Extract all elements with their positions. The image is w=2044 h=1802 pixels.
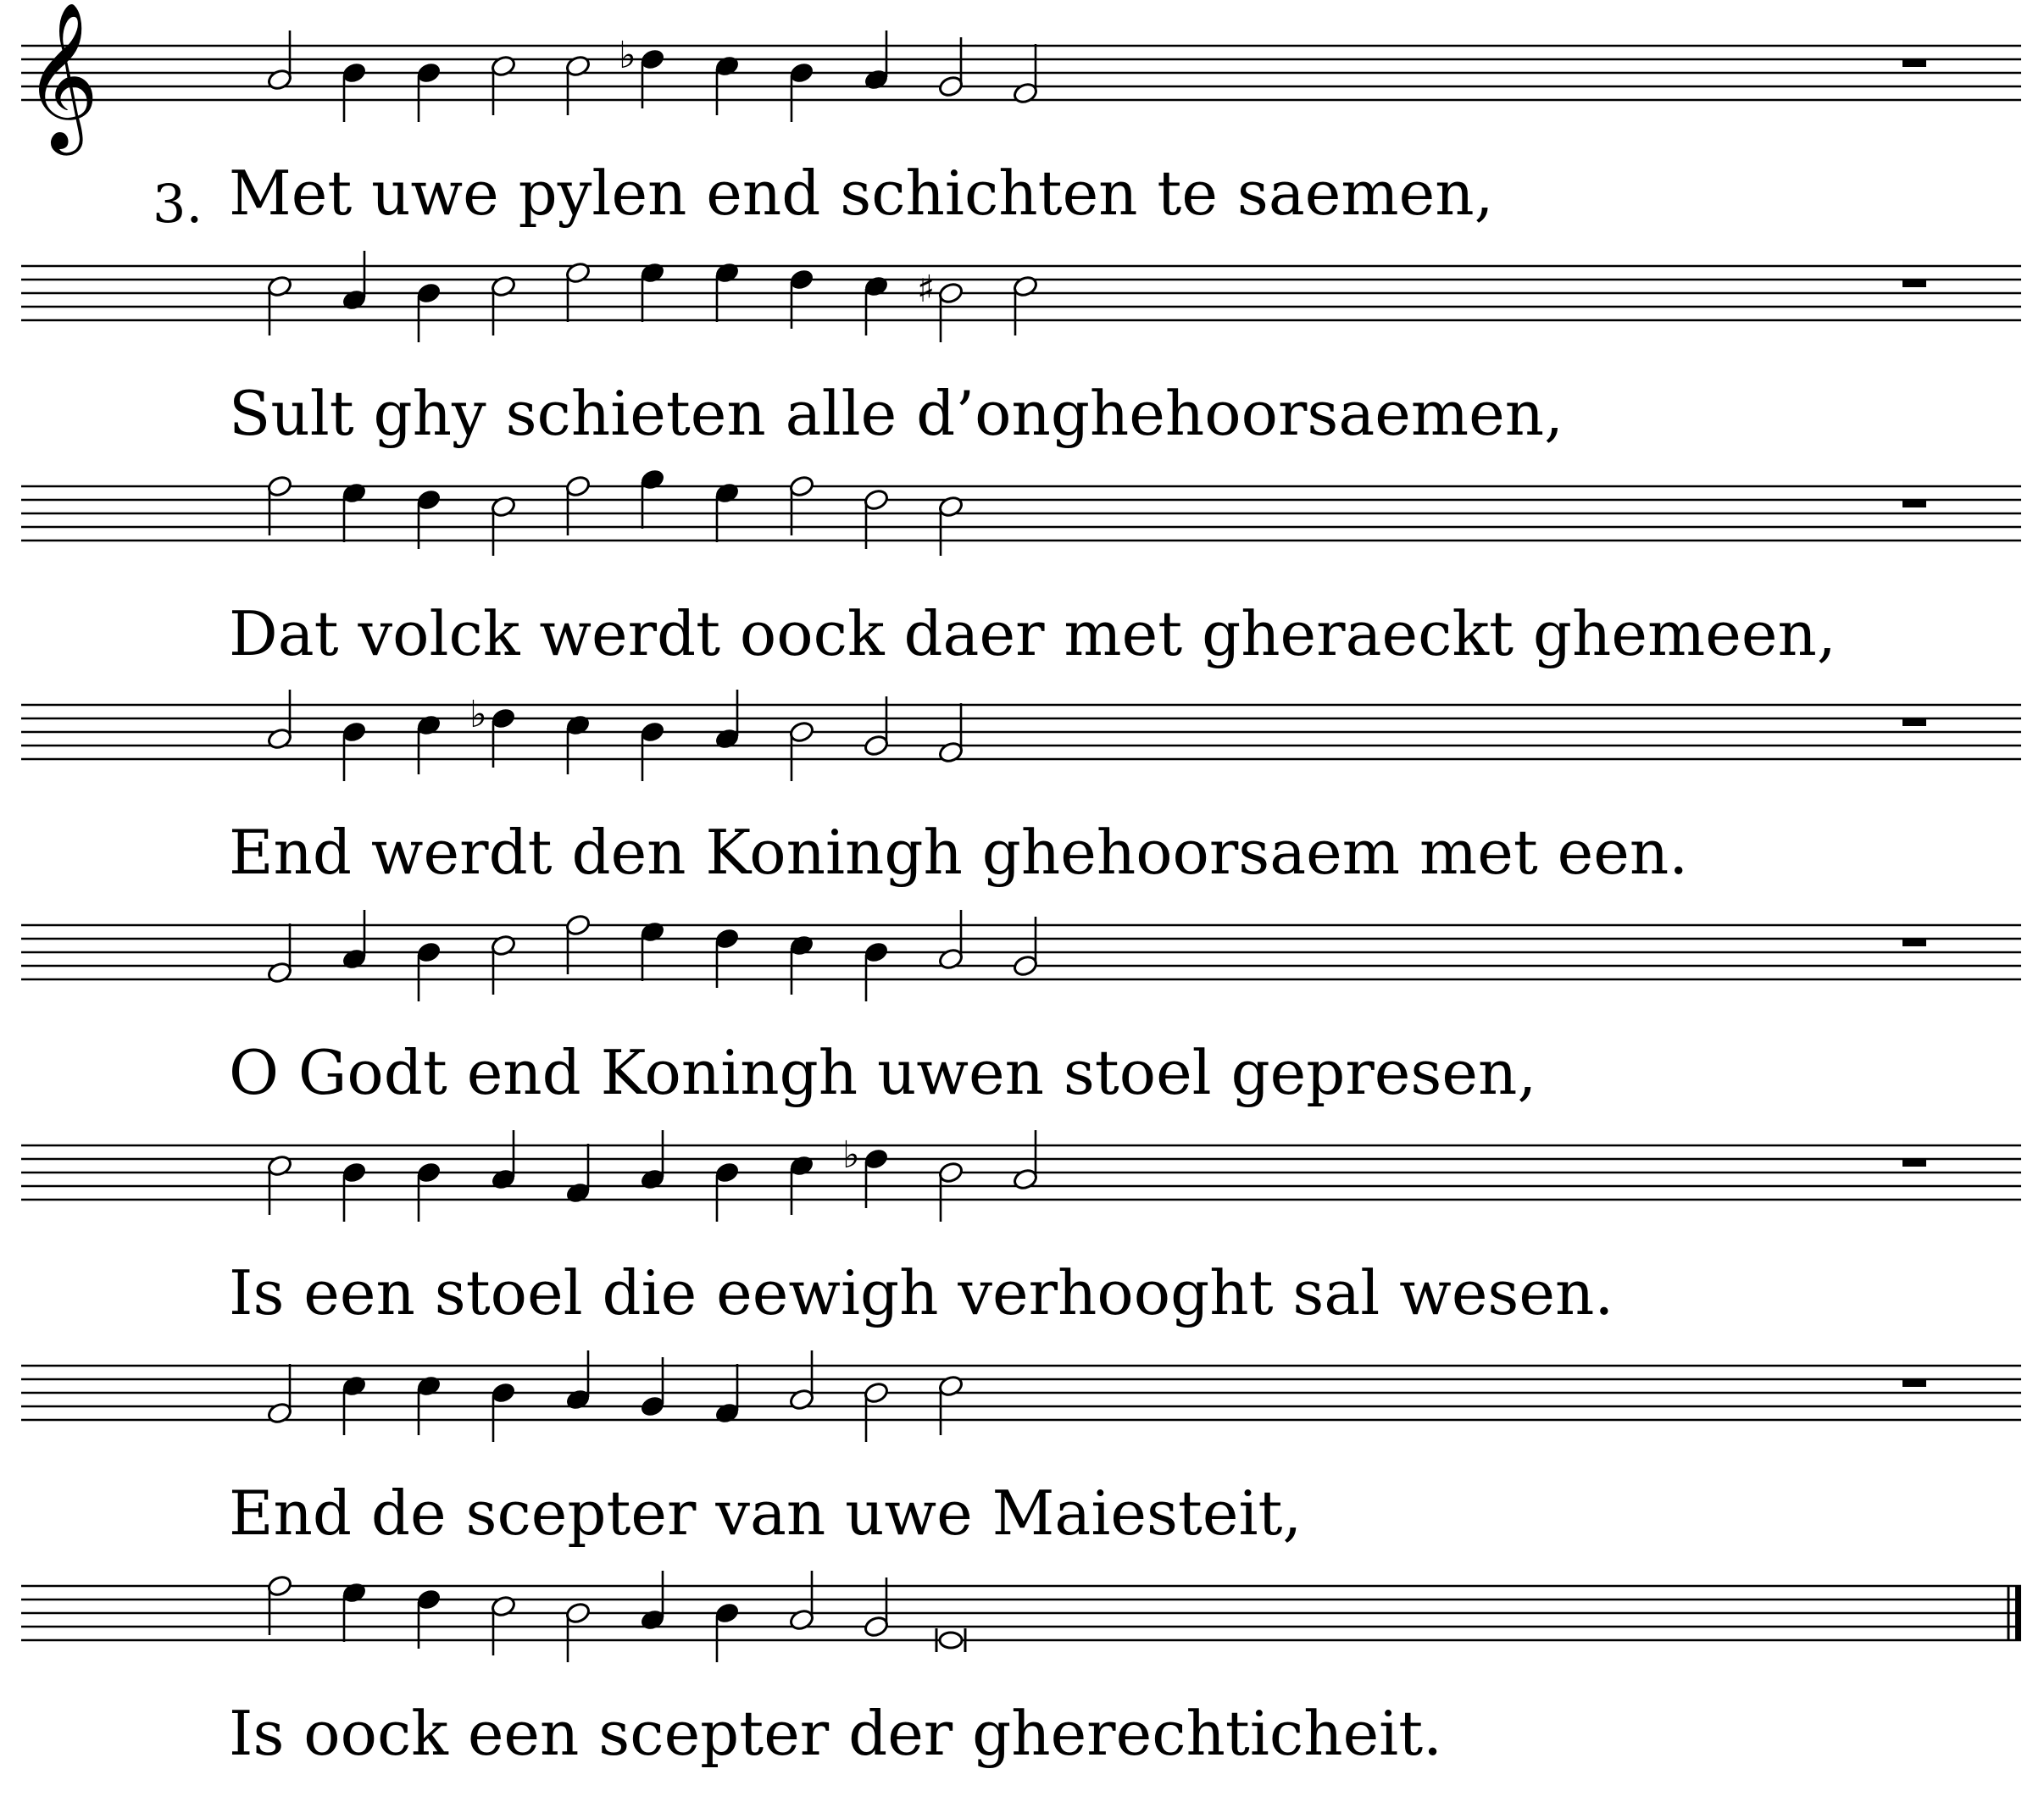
breve-note [940,1633,962,1648]
lyric-line-5: O Godt end Koningh uwen stoel gepresen, [229,1037,1537,1108]
lyric-line-7: End de scepter van uwe Maiesteit, [229,1478,1302,1549]
treble-clef-icon: 𝄞 [24,2,99,149]
verse-number: 3. [153,173,203,235]
final-barline-thick [2015,1586,2021,1640]
sharp-icon: ♯ [917,268,936,311]
whole-rest-icon [1902,280,1926,287]
flat-icon: ♭ [842,1134,860,1177]
flat-icon: ♭ [469,693,487,736]
whole-rest-icon [1902,1159,1926,1167]
whole-rest-icon [1902,59,1926,67]
flat-icon: ♭ [619,34,636,77]
whole-rest-icon [1902,500,1926,507]
whole-rest-icon [1902,1379,1926,1387]
lyric-line-1: Met uwe pylen end schichten te saemen, [229,158,1494,229]
lyric-line-8: Is oock een scepter der gherechticheit. [229,1698,1443,1769]
whole-rest-icon [1902,939,1926,946]
lyric-line-3: Dat volck werdt oock daer met gheraeckt ghemeen, [229,598,1836,669]
whole-rest-icon [1902,718,1926,726]
lyric-line-4: End werdt den Koningh ghehoorsaem met een. [229,817,1689,888]
lyric-line-2: Sult ghy schieten alle d’onghehoorsaemen, [229,378,1564,449]
lyric-line-6: Is een stoel die eewigh verhooght sal wesen. [229,1257,1614,1328]
